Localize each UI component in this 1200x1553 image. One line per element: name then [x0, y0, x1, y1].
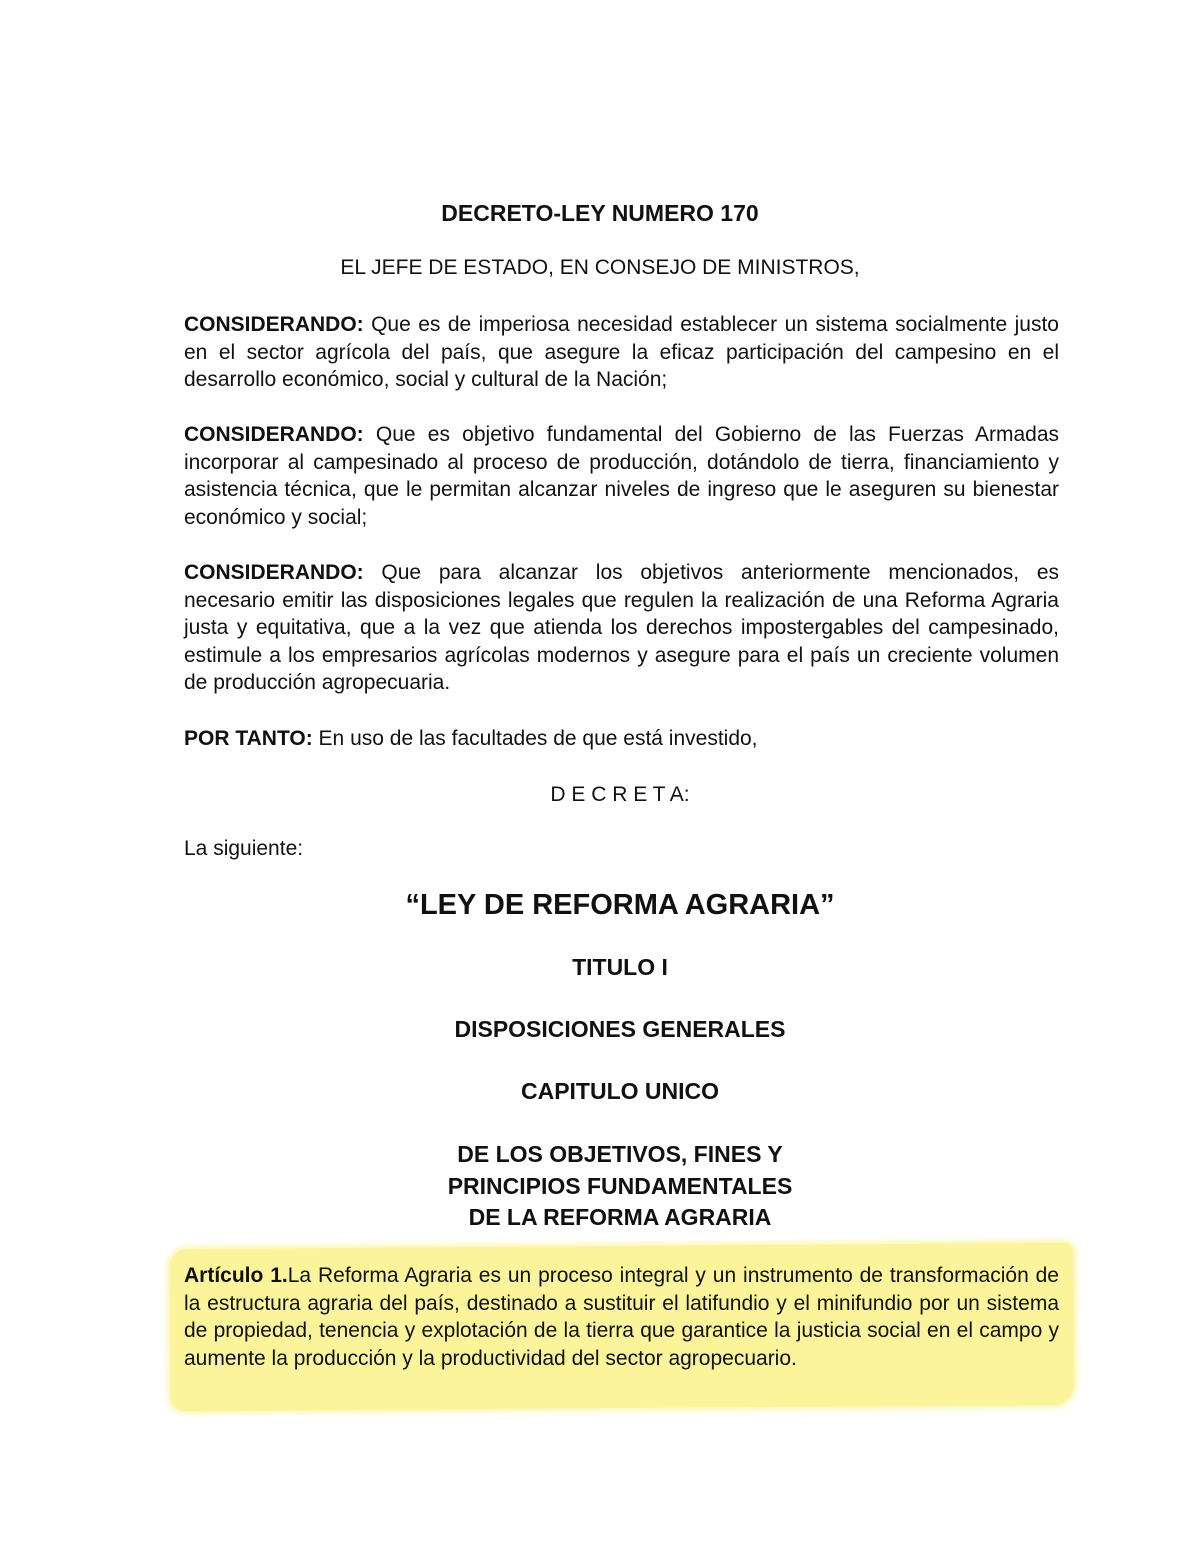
articulo-1-text: La Reforma Agraria es un proceso integral y un instrumento de transformación de la estructura agraria del país, destinado a sustituir el latifundio y el minifundio por un sistema de propiedad, tenencia y explotación de la tierra que garantice la justicia social en el campo y aumente la producción y la productividad del sector agropecuario. — [184, 1264, 1059, 1370]
issuer-line: EL JEFE DE ESTADO, EN CONSEJO DE MINISTROS, — [340, 256, 860, 279]
titulo-heading: TITULO I — [572, 954, 668, 980]
considerando-lead: CONSIDERANDO: — [184, 561, 364, 584]
disposiciones-heading: DISPOSICIONES GENERALES — [454, 1016, 786, 1042]
considerando-paragraph — [184, 421, 1059, 531]
considerando-lead: CONSIDERANDO: — [184, 313, 364, 336]
considerando-text: Que es objetivo fundamental del Gobierno de las Fuerzas Armadas incorporar al campesinado al proceso de producción, dotándolo de tierra, financiamiento y asistencia técnica, que le permitan alcanzar niveles de ingreso que le aseguren su bienestar económico y social; — [184, 423, 1059, 529]
decree-title: DECRETO-LEY NUMERO 170 — [441, 200, 759, 226]
articulo-1-paragraph — [184, 1262, 1059, 1372]
section-heading-line: DE LA REFORMA AGRARIA — [468, 1204, 772, 1230]
decreta-line: D E C R E T A: — [550, 783, 690, 806]
por-tanto-text: En uso de las facultades de que está investido, — [312, 727, 758, 750]
considerando-text: Que es de imperiosa necesidad establecer un sistema socialmente justo en el sector agrícola del país, que asegure la eficaz participación del campesino en el desarrollo económico, social y cultural de la Nación; — [184, 313, 1059, 391]
section-heading-line: PRINCIPIOS FUNDAMENTALES — [447, 1173, 793, 1199]
por-tanto-lead: POR TANTO: — [184, 727, 313, 750]
capitulo-heading: CAPITULO UNICO — [520, 1078, 720, 1104]
law-title: “LEY DE REFORMA AGRARIA” — [405, 889, 835, 921]
articulo-1-lead: Artículo 1. — [184, 1264, 288, 1287]
considerando-paragraph — [184, 311, 1059, 394]
considerando-paragraph — [184, 559, 1059, 697]
section-heading-line: DE LOS OBJETIVOS, FINES Y — [457, 1141, 783, 1167]
considerando-lead: CONSIDERANDO: — [184, 423, 364, 446]
la-siguiente-line: La siguiente: — [184, 837, 304, 860]
considerando-text: Que para alcanzar los objetivos anteriormente mencionados, es necesario emitir las disposiciones legales que regulen la realización de una Reforma Agraria justa y equitativa, que a la vez que atienda los derechos impostergables del campesinado, estimule a los empresarios agrícolas modernos y asegure para el país un creciente volumen de producción agropecuaria. — [184, 561, 1059, 694]
por-tanto-paragraph — [184, 725, 1059, 753]
